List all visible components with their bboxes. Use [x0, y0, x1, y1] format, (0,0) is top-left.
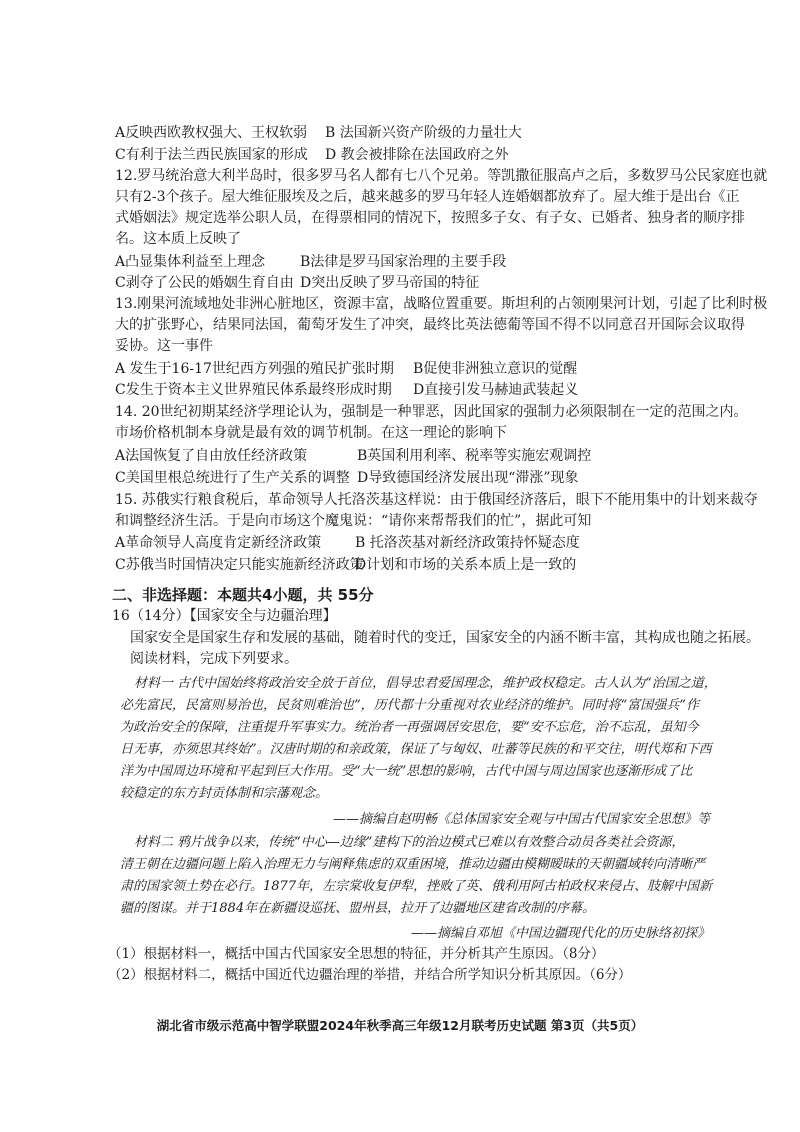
q16-intro: 国家安全是国家生存和发展的基础，随着时代的变迁，国家安全的内涵不断丰富，其构成也随之拓展。 阅读材料，完成下列要求。 — [130, 630, 760, 667]
q15-stem: 15. 苏俄实行粮食税后，革命领导人托洛茨基这样说：由于俄国经济落后，眼下不能用集中的计划来裁夺 和调整经济生活。于是向市场这个魔鬼说：“请你来帮帮我们的忙”，据此可知 — [115, 492, 758, 529]
q12-option-c: C剥夺了公民的婚姻生育自由 — [115, 275, 294, 291]
q16-source-1: ——摘编自赵明畅《总体国家安全观与中国古代国家安全思想》等 — [332, 812, 710, 827]
q16-questions — [108, 944, 708, 986]
q13-options-row-2 — [115, 380, 715, 400]
q16-question-1: （1）根据材料一，概括中国古代国家安全思想的特征，并分析其产生原因。（8分） — [108, 946, 605, 962]
q12-option-b: B法律是罗马国家治理的主要手段 — [300, 254, 507, 270]
q15-option-d: D计划和市场的关系本质上是一致的 — [355, 557, 577, 573]
q15-options-row-2 — [115, 555, 715, 575]
page-footer: 湖北省市级示范高中智学联盟2024年秋季高三年级12月联考历史试题 第3页（共5页） — [156, 1018, 644, 1033]
q11-option-a: A反映西欧教权强大、王权软弱 — [115, 125, 308, 141]
q13-option-b: B促使非洲独立意识的觉醒 — [413, 361, 578, 377]
q14-option-d: D导致德国经济发展出现“滞涨”现象 — [357, 470, 579, 486]
q12-stem: 12.罗马统治意大利半岛时，很多罗马名人都有七八个兄弟。等凯撒征服高卢之后，多数罗马公民家庭也就 只有2-3个孩子。屋大维征服埃及之后，越来越多的罗马年轻人连婚姻都放弃了。屋大维于是出台《正 式婚姻法》规定选举公职人员，在得票相同的情况下，按照多子女、有子女、已婚者、独身者的顺序排 名。这本质上反映了 — [115, 168, 768, 247]
q15-options-row-1 — [115, 533, 715, 553]
q12-options-row-1 — [115, 252, 715, 272]
q16-material-1: 材料一 古代中国始终将政治安全放于首位，倡导忠君爱国理念，维护政权稳定。古人认为“治国之道， 必先富民，民富则易治也，民贫则难治也”，历代都十分重视对农业经济的维护。同时将“富国强兵”作 为政治安全的保障，注重提升军事实力。统治者一再强调居安思危，要“安不忘危，治不忘乱，虽知今 日无事，亦须思其终始”。汉唐时期的和亲政策，保证了与匈奴、吐蕃等民族的和平交往，明代郑和下西 洋为中国周边环境和平起到巨大作用。受“大一统”思想的影响，古代中国与周边国家也逐渐形成了比 较稳定的东方封贡体制和宗藩观念。 — [120, 676, 717, 801]
q15-option-b: B 托洛茨基对新经济政策持怀疑态度 — [355, 535, 580, 551]
q12-options-row-2 — [115, 273, 715, 293]
q13-option-d: D直接引发马赫迪武装起义 — [413, 382, 579, 398]
q15-option-a: A革命领导人高度肯定新经济政策 — [115, 535, 322, 551]
q11-option-d: D 教会被排除在法国政府之外 — [325, 147, 509, 163]
q12-option-d: D突出反映了罗马帝国的特征 — [300, 275, 480, 291]
q14-option-b: B英国利用利率、税率等实施宏观调控 — [357, 448, 592, 464]
q16-header: 16（14分）【国家安全与边疆治理】 — [112, 608, 337, 624]
q16-question-2: （2）根据材料二，概括中国近代边疆治理的举措，并结合所学知识分析其原因。（6分） — [108, 967, 632, 983]
q11-options-row-2 — [115, 145, 715, 165]
q14-options-row-1 — [115, 446, 715, 466]
q15-option-c: C苏俄当时国情决定只能实施新经济政策 — [115, 557, 364, 573]
q13-option-c: C发生于资本主义世界殖民体系最终形成时期 — [115, 382, 392, 398]
q14-option-a: A法国恢复了自由放任经济政策 — [115, 448, 308, 464]
q14-options-row-2 — [115, 468, 715, 488]
q16-material-2: 材料二 鸦片战争以来，传统“中心—边缘”建构下的治边模式已难以有效整合动员各类社会资源， 清王朝在边疆问题上陷入治理无力与阐释焦虑的双重困境，推动边疆由模糊暧昧的天朝疆域转向清晰严 肃的国家领土势在必行。1877年，左宗棠收复伊犁，挫败了英、俄利用阿古柏政权来侵占、肢解中国新 疆的图谋。并于1884年在新疆设巡抚、盟州县，拉开了边疆地区建省改制的序幕。 — [120, 835, 713, 916]
q16-source-2: ——摘编自邓旭《中国边疆现代化的历史脉络初探》 — [410, 926, 710, 941]
q11-option-c: C有利于法兰西民族国家的形成 — [115, 147, 308, 163]
q13-option-a: A 发生于16-17世纪西方列强的殖民扩张时期 — [115, 361, 394, 377]
q11-options-row-1 — [115, 123, 715, 143]
section-2-title: 二、非选择题：本题共4小题，共 55分 — [112, 586, 374, 604]
q11-option-b: B 法国新兴资产阶级的力量壮大 — [325, 125, 522, 141]
q13-stem: 13.刚果河流域地处非洲心脏地区，资源丰富，战略位置重要。斯坦利的占领刚果河计划，引起了比利时极 大的扩张野心，结果同法国，葡萄牙发生了冲突，最终比英法德葡等国不得不以同意召开国际会议取得 妥协。这一事件 — [115, 296, 768, 354]
q14-option-c: C美国里根总统进行了生产关系的调整 — [115, 470, 350, 486]
q14-stem: 14. 20世纪初期某经济学理论认为，强制是一种罪恶，因此国家的强制力必须限制在一定的范围之内。 市场价格机制本身就是最有效的调节机制。在这一理论的影响下 — [115, 404, 748, 441]
q13-options-row-1 — [115, 359, 715, 379]
q12-option-a: A凸显集体利益至上理念 — [115, 254, 266, 270]
